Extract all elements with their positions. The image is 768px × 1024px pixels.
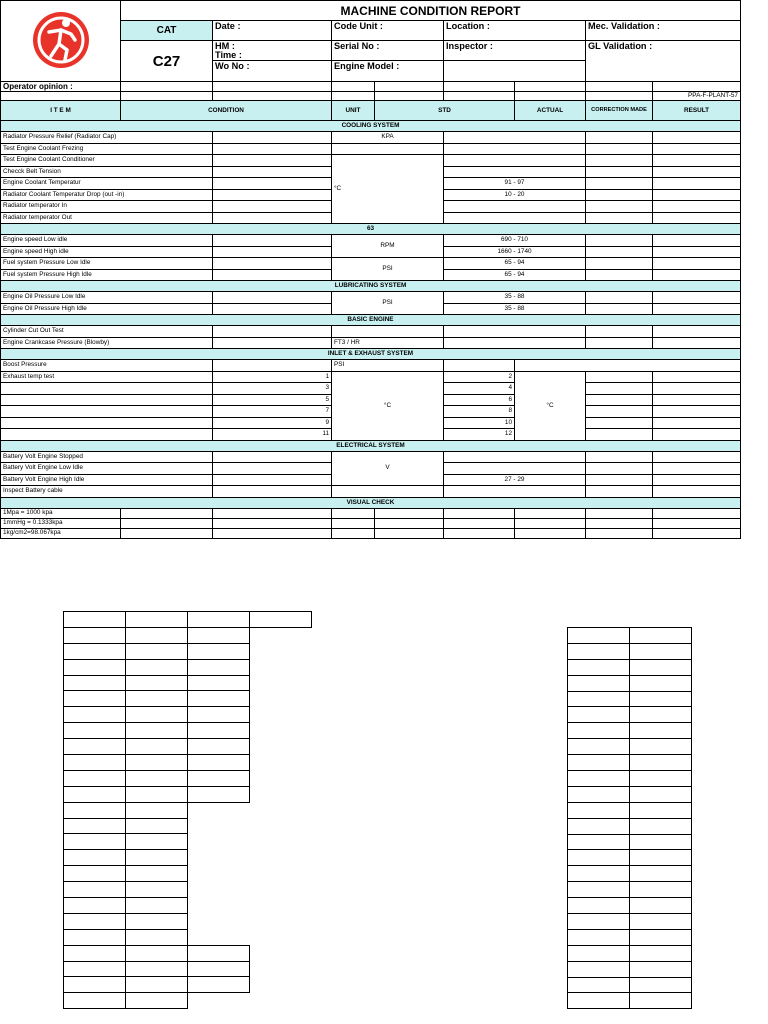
grid-cell[interactable]	[568, 707, 630, 723]
grid-cell[interactable]	[126, 882, 188, 898]
grid-cell[interactable]	[64, 818, 126, 834]
grid-cell[interactable]	[188, 612, 250, 628]
item-row: Fuel system Pressure High Idle	[1, 269, 213, 281]
grid-cell[interactable]	[568, 945, 630, 961]
grid-cell[interactable]	[630, 898, 692, 914]
item-row: Engine Oil Pressure High Idle	[1, 303, 213, 315]
section-cooling: COOLING SYSTEM	[1, 121, 741, 132]
grid-cell[interactable]	[64, 866, 126, 882]
grid-cell[interactable]	[568, 723, 630, 739]
grid-cell[interactable]	[630, 866, 692, 882]
cyl-cell: 9	[213, 417, 332, 429]
grid-cell[interactable]	[568, 850, 630, 866]
grid-cell[interactable]	[64, 643, 126, 659]
engine-model-field[interactable]: Engine Model :	[332, 61, 444, 82]
model-cell: C27	[121, 41, 213, 82]
grid-cell[interactable]	[64, 898, 126, 914]
wo-no-field[interactable]: Wo No :	[213, 61, 332, 82]
grid-cell[interactable]	[64, 627, 126, 643]
date-field[interactable]: Date :	[213, 21, 332, 41]
grid-cell[interactable]	[64, 707, 126, 723]
item-row: Test Engine Coolant Conditioner	[1, 155, 213, 167]
grid-cell[interactable]	[64, 882, 126, 898]
grid-cell[interactable]	[64, 834, 126, 850]
time-label: Time :	[215, 50, 242, 61]
grid-cell[interactable]	[64, 929, 126, 945]
grid-cell[interactable]	[630, 723, 692, 739]
col-unit: UNIT	[332, 101, 375, 121]
item-row: Engine Oil Pressure Low Idle	[1, 292, 213, 304]
grid-cell[interactable]	[126, 866, 188, 882]
serial-no-field[interactable]: Serial No :	[332, 41, 444, 61]
grid-cell[interactable]	[630, 628, 692, 644]
grid-cell[interactable]	[568, 929, 630, 945]
grid-cell[interactable]	[188, 643, 250, 659]
form-code: PPA-F-PLANT-57	[653, 92, 741, 101]
grid-cell[interactable]	[126, 691, 188, 707]
std-cell: 1660 - 1740	[444, 246, 586, 258]
hm-label: HM :	[215, 41, 235, 51]
unit-cell: RPM	[332, 235, 444, 258]
brand-cell: CAT	[121, 21, 213, 41]
grid-cell[interactable]	[568, 834, 630, 850]
grid-cell[interactable]	[568, 898, 630, 914]
item-row: Radiator Coolant Temperatur Drop (out -in)	[1, 189, 213, 201]
grid-cell[interactable]	[126, 723, 188, 739]
item-row: Test Engine Coolant Frezing	[1, 143, 213, 155]
grid-cell[interactable]	[568, 739, 630, 755]
company-logo-icon	[31, 10, 91, 70]
grid-cell[interactable]	[568, 786, 630, 802]
unit-cell: °C	[515, 371, 586, 440]
grid-cell[interactable]	[250, 612, 312, 628]
cyl-cell: 4	[444, 383, 515, 395]
grid-cell[interactable]	[126, 612, 188, 628]
note: 1mmHg = 0.1333kpa	[1, 518, 121, 528]
grid-cell[interactable]	[64, 755, 126, 771]
grid-cell[interactable]	[188, 770, 250, 786]
section-63: 63	[1, 224, 741, 235]
grid-cell[interactable]	[630, 882, 692, 898]
grid-cell[interactable]	[568, 659, 630, 675]
grid-cell[interactable]	[126, 898, 188, 914]
right-blank-grid	[567, 627, 692, 1009]
grid-cell[interactable]	[126, 770, 188, 786]
grid-cell[interactable]	[64, 850, 126, 866]
grid-cell[interactable]	[568, 755, 630, 771]
std-cell: 27 - 29	[444, 474, 586, 486]
col-result: RESULT	[653, 101, 741, 121]
unit-cell: PSI	[332, 360, 444, 372]
grid-cell[interactable]	[126, 643, 188, 659]
company-logo	[1, 1, 121, 82]
grid-cell[interactable]	[630, 850, 692, 866]
report-title: MACHINE CONDITION REPORT	[121, 1, 741, 21]
grid-cell[interactable]	[64, 691, 126, 707]
item-row: Cylinder Cut Out Test	[1, 326, 213, 338]
grid-cell[interactable]	[188, 627, 250, 643]
note: 1Mpa = 1000 kpa	[1, 508, 121, 518]
grid-cell[interactable]	[630, 771, 692, 787]
grid-cell[interactable]	[126, 929, 188, 945]
grid-cell[interactable]	[188, 945, 250, 961]
col-condition: CONDITION	[121, 101, 332, 121]
grid-cell[interactable]	[630, 945, 692, 961]
item-row: Battery Volt Engine Low Idle	[1, 463, 213, 475]
section-inlet: INLET & EXHAUST SYSTEM	[1, 349, 741, 360]
grid-cell[interactable]	[630, 707, 692, 723]
grid-cell[interactable]	[188, 961, 250, 977]
grid-cell[interactable]	[126, 802, 188, 818]
grid-cell[interactable]	[64, 723, 126, 739]
grid-cell[interactable]	[568, 977, 630, 993]
grid-cell[interactable]	[568, 993, 630, 1009]
grid-cell[interactable]	[188, 707, 250, 723]
std-cell: 10 - 20	[444, 189, 586, 201]
std-cell: 690 - 710	[444, 235, 586, 247]
grid-cell[interactable]	[126, 755, 188, 771]
section-lubricating: LUBRICATING SYSTEM	[1, 281, 741, 292]
inspector-field[interactable]: Inspector :	[444, 41, 586, 61]
operator-opinion-field[interactable]: Operator opinion :	[1, 82, 121, 92]
section-visual: VISUAL CHECK	[1, 497, 741, 508]
grid-cell[interactable]	[64, 913, 126, 929]
std-cell: 35 - 88	[444, 292, 586, 304]
grid-cell[interactable]	[126, 786, 188, 802]
std-cell: 65 - 94	[444, 258, 586, 270]
section-electrical: ELECTRICAL SYSTEM	[1, 440, 741, 451]
grid-cell[interactable]	[630, 834, 692, 850]
item-row: Exhaust temp test	[1, 371, 213, 383]
grid-cell[interactable]	[630, 929, 692, 945]
grid-cell[interactable]	[64, 945, 126, 961]
code-unit-field[interactable]: Code Unit :	[332, 21, 444, 41]
grid-cell[interactable]	[64, 993, 126, 1009]
unit-cell: °C	[332, 155, 444, 224]
item-row: Boost Pressure	[1, 360, 213, 372]
cyl-cell: 1	[213, 371, 332, 383]
std-cell: 65 - 94	[444, 269, 586, 281]
location-field[interactable]: Location :	[444, 21, 586, 41]
section-basic: BASIC ENGINE	[1, 315, 741, 326]
grid-cell[interactable]	[126, 977, 188, 993]
grid-cell[interactable]	[126, 707, 188, 723]
grid-cell[interactable]	[126, 818, 188, 834]
grid-cell[interactable]	[630, 961, 692, 977]
grid-cell[interactable]	[64, 739, 126, 755]
unit-cell: °C	[332, 371, 444, 440]
unit-cell: FT3 / HR	[332, 337, 444, 349]
grid-cell[interactable]	[64, 675, 126, 691]
grid-cell[interactable]	[64, 977, 126, 993]
item-row: Checck Belt Tension	[1, 166, 213, 178]
grid-cell[interactable]	[126, 627, 188, 643]
grid-cell[interactable]	[188, 659, 250, 675]
std-cell: 35 - 88	[444, 303, 586, 315]
cyl-cell: 10	[444, 417, 515, 429]
unit-cell: KPA	[332, 132, 444, 144]
grid-cell[interactable]	[568, 914, 630, 930]
left-blank-grid	[63, 611, 312, 1009]
grid-cell[interactable]	[630, 659, 692, 675]
col-item: I T E M	[1, 101, 121, 121]
unit-cell: PSI	[332, 258, 444, 281]
grid-cell[interactable]	[568, 771, 630, 787]
grid-cell[interactable]	[126, 993, 188, 1009]
grid-cell[interactable]	[568, 866, 630, 882]
item-row: Radiator temperator Out	[1, 212, 213, 224]
grid-cell[interactable]	[630, 739, 692, 755]
grid-cell[interactable]	[188, 977, 250, 993]
grid-cell[interactable]	[630, 818, 692, 834]
grid-cell[interactable]	[126, 659, 188, 675]
grid-cell[interactable]	[630, 977, 692, 993]
item-row: Inspect Battery cable	[1, 486, 213, 498]
cyl-cell: 7	[213, 406, 332, 418]
grid-cell[interactable]	[64, 659, 126, 675]
note: 1kg/cm2=98.067kpa	[1, 528, 121, 538]
grid-cell[interactable]	[630, 643, 692, 659]
grid-cell[interactable]	[188, 691, 250, 707]
cyl-cell: 8	[444, 406, 515, 418]
cyl-cell: 2	[444, 371, 515, 383]
hm-field[interactable]	[213, 41, 332, 61]
grid-cell[interactable]	[64, 770, 126, 786]
cyl-cell: 6	[444, 394, 515, 406]
grid-cell[interactable]	[568, 882, 630, 898]
grid-cell[interactable]	[630, 993, 692, 1009]
col-actual: ACTUAL	[515, 101, 586, 121]
grid-cell[interactable]	[126, 850, 188, 866]
grid-cell[interactable]	[64, 961, 126, 977]
grid-cell[interactable]	[630, 675, 692, 691]
grid-cell[interactable]	[630, 755, 692, 771]
grid-cell[interactable]	[188, 739, 250, 755]
grid-cell[interactable]	[568, 802, 630, 818]
item-row: Radiator temperator In	[1, 201, 213, 213]
item-row: Engine speed High idle	[1, 246, 213, 258]
grid-cell[interactable]	[630, 691, 692, 707]
grid-cell[interactable]	[126, 834, 188, 850]
grid-cell[interactable]	[568, 628, 630, 644]
gl-validation-field[interactable]: GL Validation :	[586, 41, 741, 82]
grid-cell[interactable]	[126, 961, 188, 977]
col-correction: CORRECTION MADE	[586, 101, 653, 121]
cyl-cell: 5	[213, 394, 332, 406]
item-row: Radiator Pressure Relief (Radiator Cap)	[1, 132, 213, 144]
grid-cell[interactable]	[126, 675, 188, 691]
cyl-cell: 11	[213, 429, 332, 441]
grid-cell[interactable]	[126, 945, 188, 961]
grid-cell[interactable]	[188, 755, 250, 771]
item-row: Engine speed Low idle	[1, 235, 213, 247]
grid-cell[interactable]	[64, 612, 126, 628]
item-row: Battery Volt Engine Stopped	[1, 451, 213, 463]
grid-cell[interactable]	[630, 914, 692, 930]
grid-cell[interactable]	[188, 723, 250, 739]
grid-cell[interactable]	[188, 786, 250, 802]
grid-cell[interactable]	[568, 675, 630, 691]
grid-cell[interactable]	[568, 961, 630, 977]
grid-cell[interactable]	[568, 818, 630, 834]
col-std: STD	[375, 101, 515, 121]
item-row: Battery Volt Engine High Idle	[1, 474, 213, 486]
grid-cell[interactable]	[568, 643, 630, 659]
grid-cell[interactable]	[126, 913, 188, 929]
item-row: Engine Coolant Temperatur	[1, 178, 213, 190]
item-row: Fuel system Pressure Low Idle	[1, 258, 213, 270]
grid-cell[interactable]	[630, 802, 692, 818]
cyl-cell: 3	[213, 383, 332, 395]
grid-cell[interactable]	[126, 739, 188, 755]
std-cell: 91 - 97	[444, 178, 586, 190]
cyl-cell: 12	[444, 429, 515, 441]
grid-cell[interactable]	[64, 786, 126, 802]
grid-cell[interactable]	[188, 675, 250, 691]
mec-validation-field[interactable]: Mec. Validation :	[586, 21, 741, 41]
grid-cell[interactable]	[630, 786, 692, 802]
unit-cell: PSI	[332, 292, 444, 315]
grid-cell[interactable]	[64, 802, 126, 818]
grid-cell[interactable]	[568, 691, 630, 707]
unit-cell: V	[332, 451, 444, 486]
item-row: Engine Crankcase Pressure (Blowby)	[1, 337, 213, 349]
